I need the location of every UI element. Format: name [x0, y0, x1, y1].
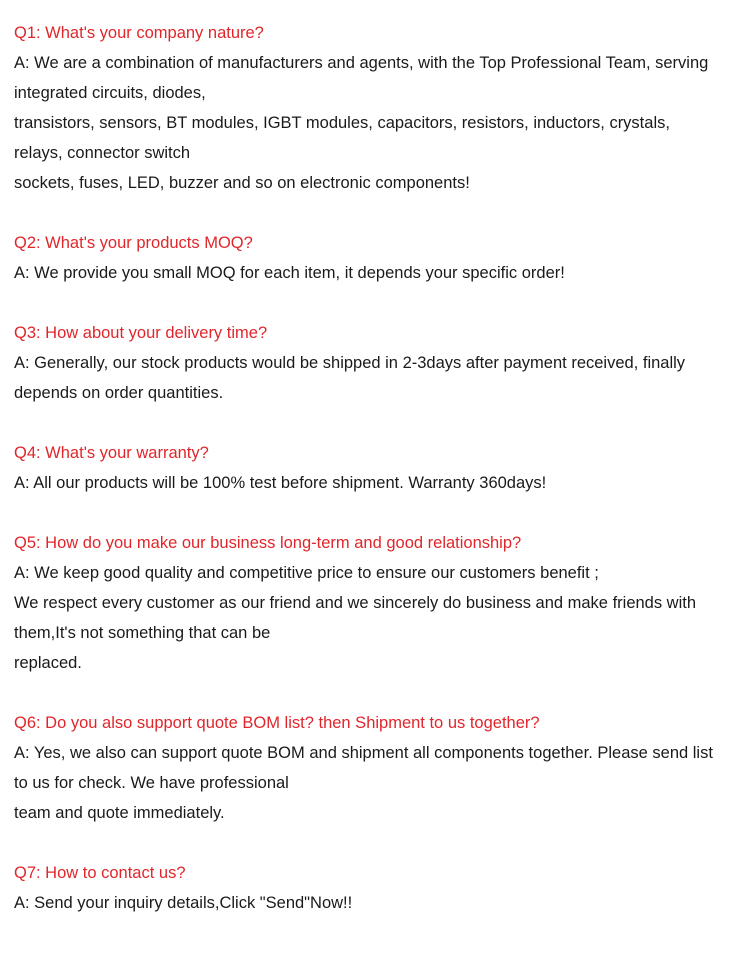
faq-answer-line: We respect every customer as our friend and we sincerely do business and make friends with: [14, 594, 697, 612]
faq-answer-line: team and quote immediately.: [14, 804, 225, 822]
faq-answer-line: A: We keep good quality and competitive price to ensure our customers benefit ;: [14, 564, 599, 582]
faq-question: Q3: How about your delivery time?: [14, 324, 268, 342]
faq-question: Q1: What's your company nature?: [14, 24, 264, 42]
faq-item-5: [14, 528, 744, 678]
faq-answer-line: A: We are a combination of manufacturers and agents, with the Top Professional Team, serving: [14, 54, 709, 72]
faq-answer-line: to us for check. We have professional: [14, 774, 289, 792]
faq-question: Q6: Do you also support quote BOM list? then Shipment to us together?: [14, 714, 540, 732]
faq-answer-line: replaced.: [14, 654, 82, 672]
faq-answer-line: A: Send your inquiry details,Click "Send"Now!!: [14, 894, 353, 912]
faq-list: [14, 18, 744, 948]
faq-answer-line: transistors, sensors, BT modules, IGBT modules, capacitors, resistors, inductors, crystals,: [14, 114, 670, 132]
faq-item-6: [14, 708, 744, 828]
faq-answer-line: relays, connector switch: [14, 144, 191, 162]
faq-answer-line: A: Yes, we also can support quote BOM and shipment all components together. Please send list: [14, 744, 713, 762]
faq-item-1: [14, 18, 744, 198]
faq-answer-line: A: We provide you small MOQ for each item, it depends your specific order!: [14, 264, 565, 282]
faq-question: Q5: How do you make our business long-term and good relationship?: [14, 534, 522, 552]
faq-item-7: [14, 858, 744, 918]
faq-answer-line: them,It's not something that can be: [14, 624, 271, 642]
faq-answer-line: depends on order quantities.: [14, 384, 224, 402]
faq-item-2: [14, 228, 744, 288]
faq-answer-line: A: All our products will be 100% test before shipment. Warranty 360days!: [14, 474, 547, 492]
faq-question: Q4: What's your warranty?: [14, 444, 209, 462]
faq-answer-line: A: Generally, our stock products would be shipped in 2-3days after payment received, finally: [14, 354, 686, 372]
faq-answer-line: sockets, fuses, LED, buzzer and so on electronic components!: [14, 174, 470, 192]
faq-question: Q2: What's your products MOQ?: [14, 234, 253, 252]
faq-item-4: [14, 438, 744, 498]
faq-item-3: [14, 318, 744, 408]
faq-question: Q7: How to contact us?: [14, 864, 186, 882]
faq-answer-line: integrated circuits, diodes,: [14, 84, 206, 102]
